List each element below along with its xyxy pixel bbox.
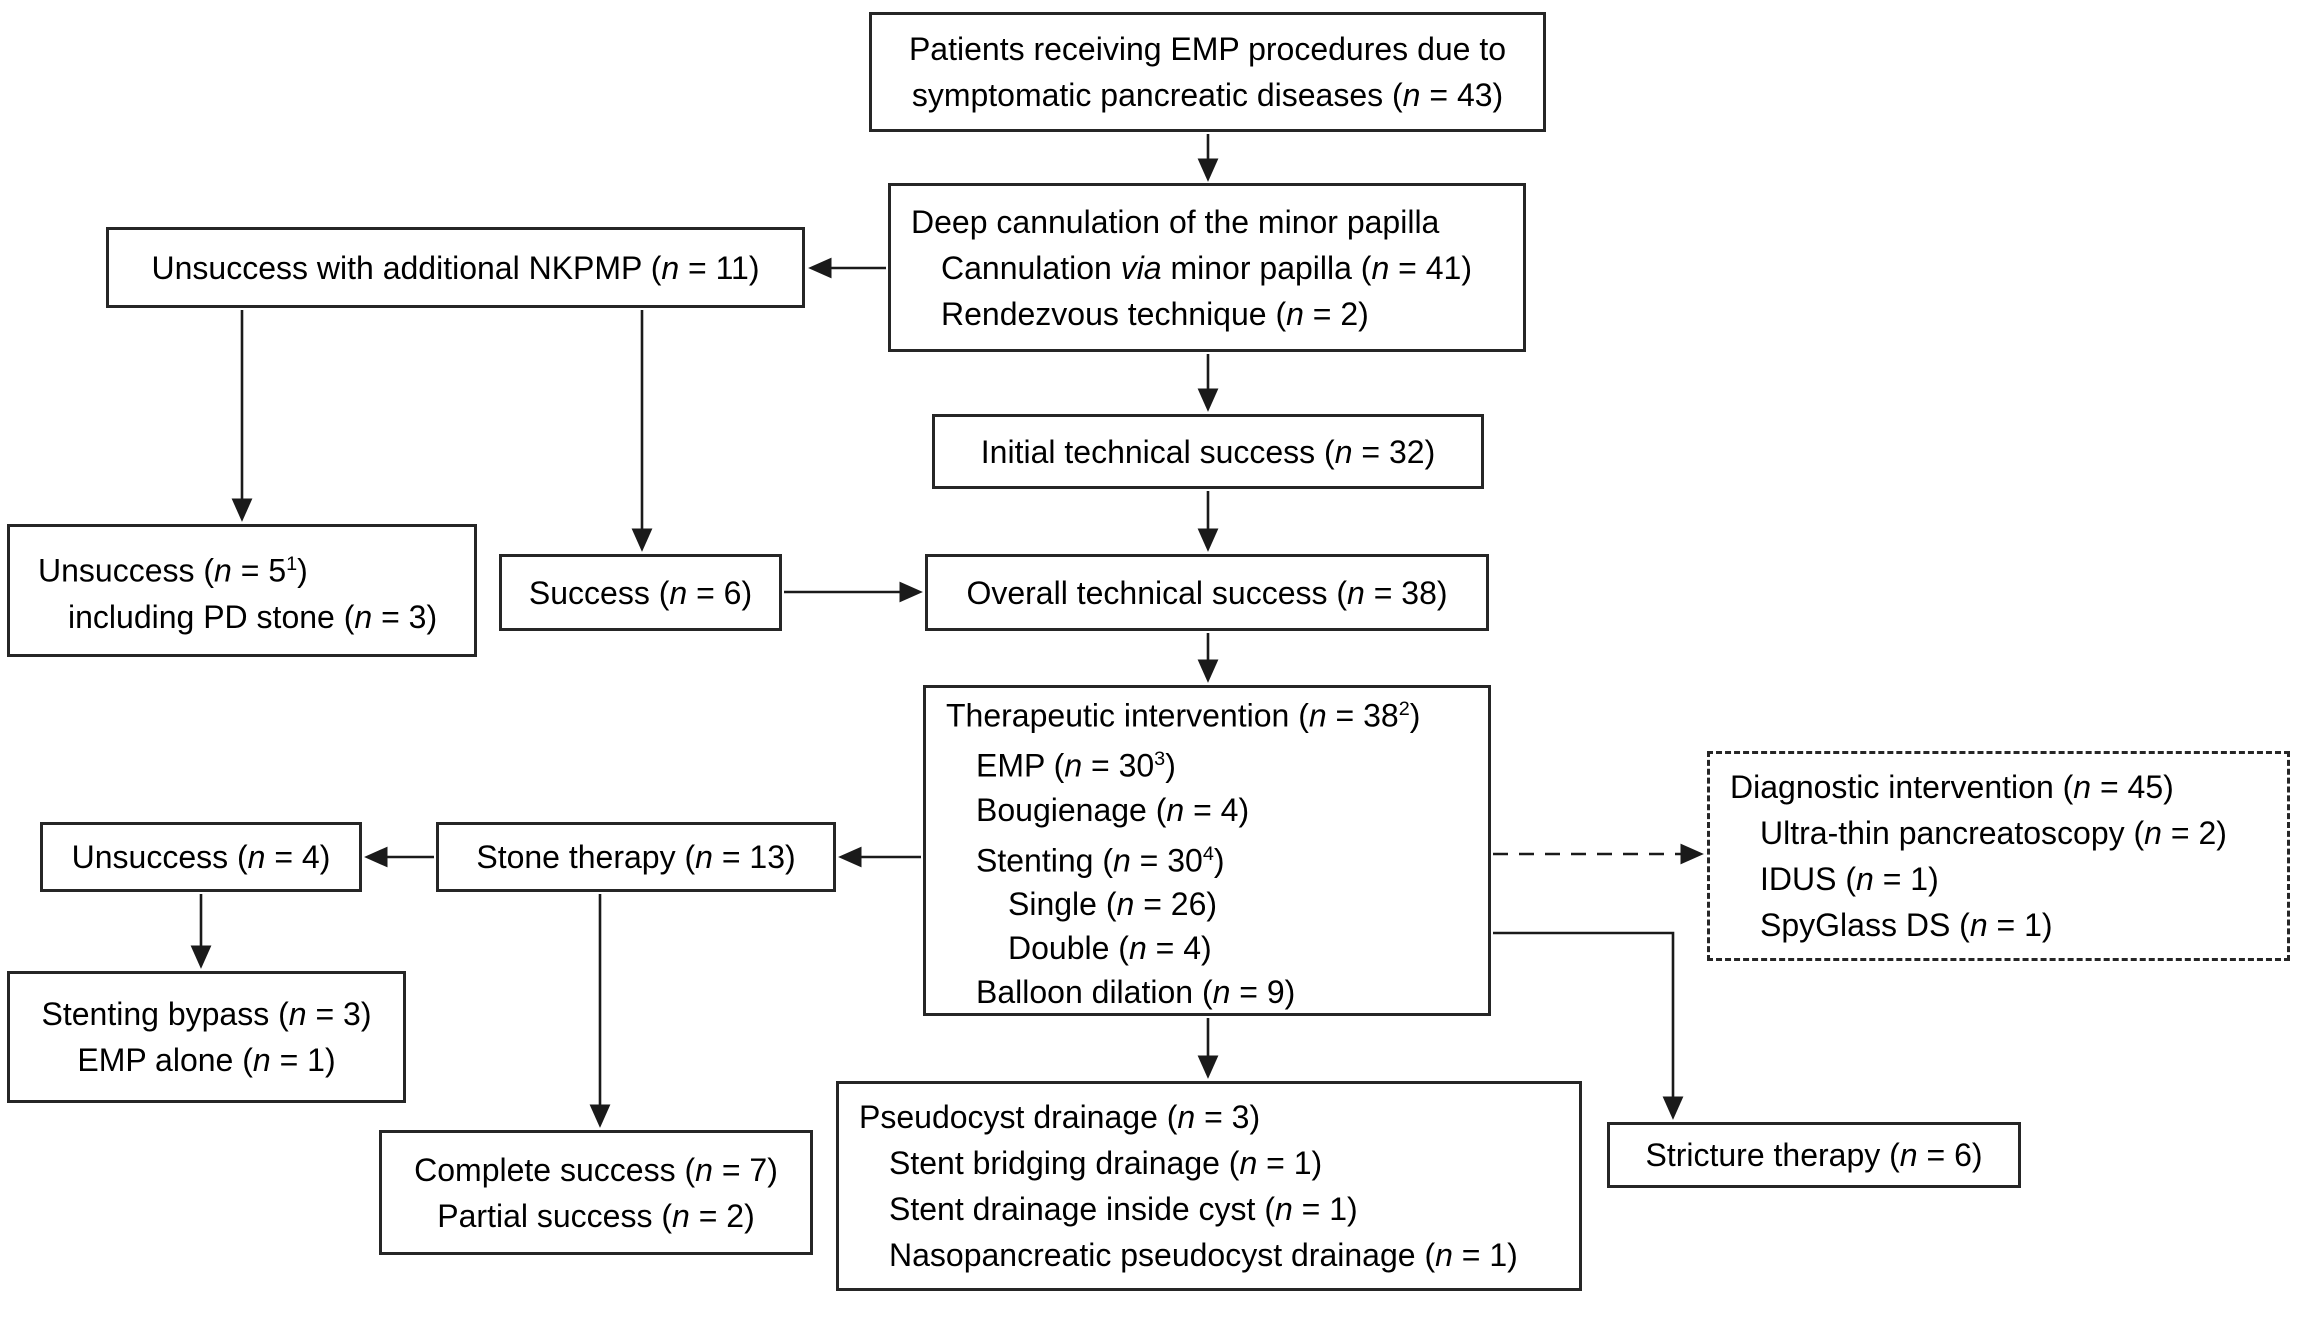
box-diagnostic-item-pancreatoscopy: Ultra-thin pancreatoscopy (n = 2) xyxy=(1760,815,2227,851)
box-stenting-bypass-line-1: Stenting bypass (n = 3) xyxy=(41,996,372,1032)
box-initial-success xyxy=(932,414,1484,489)
box-therapeutic-item-emp: EMP $(n = 30^3)$ xyxy=(976,747,1176,784)
box-overall-success xyxy=(925,554,1489,631)
box-patients xyxy=(869,12,1546,132)
box-deep-cannulation-item-2: Rendezvous technique (n = 2) xyxy=(941,295,1369,332)
box-pseudocyst-item-nasopancreatic: Nasopancreatic pseudocyst drainage (n = 1) xyxy=(889,1237,1518,1273)
box-therapeutic-item-balloon: Balloon dilation (n = 9) xyxy=(976,974,1296,1011)
box-unsuccess-final-line-2: including PD stone (n = 3) xyxy=(68,598,438,635)
box-diagnostic-intervention xyxy=(1707,751,2290,961)
box-unsuccess-nkpmp xyxy=(106,227,805,308)
box-unsuccess-stone-line: Unsuccess (n = 4) xyxy=(71,839,331,875)
box-pseudocyst-title: Pseudocyst drainage (n = 3) xyxy=(859,1099,1261,1135)
box-partial-success-line: Partial success (n = 2) xyxy=(437,1197,755,1234)
box-therapeutic-item-double: Double (n = 4) xyxy=(1008,930,1212,967)
box-deep-cannulation xyxy=(888,183,1526,352)
box-deep-cannulation-title: Deep cannulation of the minor papilla xyxy=(911,203,1440,240)
box-patients-line-1: Patients receiving EMP procedures due to xyxy=(908,31,1507,67)
box-diagnostic-title: Diagnostic intervention (n = 45) xyxy=(1730,769,2174,805)
box-unsuccess-final-line-1: Unsuccess $(n = 5^1)$ xyxy=(38,552,308,589)
box-stone-therapy-line: Stone therapy (n = 13) xyxy=(476,839,796,875)
box-stenting-bypass xyxy=(7,971,406,1103)
box-stone-therapy xyxy=(436,822,836,892)
box-unsuccess-stone xyxy=(40,822,362,892)
box-unsuccess-nkpmp-line: Unsuccess with additional NKPMP (n = 11) xyxy=(151,249,760,286)
box-patients-line-2: symptomatic pancreatic diseases (n = 43) xyxy=(911,77,1504,113)
box-success-line: Success (n = 6) xyxy=(528,574,753,611)
box-success xyxy=(499,554,782,631)
box-deep-cannulation-item-1: Cannulation via minor papilla (n = 41) xyxy=(941,249,1472,286)
box-initial-success-line: Initial technical success (n = 32) xyxy=(980,433,1436,470)
box-stricture-therapy-line: Stricture therapy (n = 6) xyxy=(1645,1137,1983,1173)
box-pseudocyst-item-inside-cyst: Stent drainage inside cyst (n = 1) xyxy=(889,1191,1358,1227)
box-therapeutic-intervention xyxy=(923,685,1491,1016)
box-stricture-therapy xyxy=(1607,1122,2021,1188)
box-diagnostic-item-idus: IDUS (n = 1) xyxy=(1760,861,1939,897)
box-stenting-bypass-line-2: EMP alone (n = 1) xyxy=(77,1042,336,1078)
box-pseudocyst-drainage xyxy=(836,1081,1582,1291)
box-therapeutic-title: Therapeutic intervention $(n = 38^2)$ xyxy=(946,697,1421,734)
box-therapeutic-item-stenting: Stenting $(n = 30^4)$ xyxy=(976,842,1225,879)
box-therapeutic-item-bougienage: Bougienage (n = 4) xyxy=(976,791,1250,828)
box-therapeutic-item-single: Single (n = 26) xyxy=(1008,886,1218,923)
box-overall-success-line: Overall technical success (n = 38) xyxy=(966,574,1448,611)
box-complete-partial-success xyxy=(379,1130,813,1255)
box-complete-success-line: Complete success (n = 7) xyxy=(414,1151,778,1188)
box-unsuccess-final xyxy=(7,524,477,657)
box-diagnostic-item-spyglass: SpyGlass DS (n = 1) xyxy=(1760,907,2053,943)
box-pseudocyst-item-bridging: Stent bridging drainage (n = 1) xyxy=(889,1145,1323,1181)
